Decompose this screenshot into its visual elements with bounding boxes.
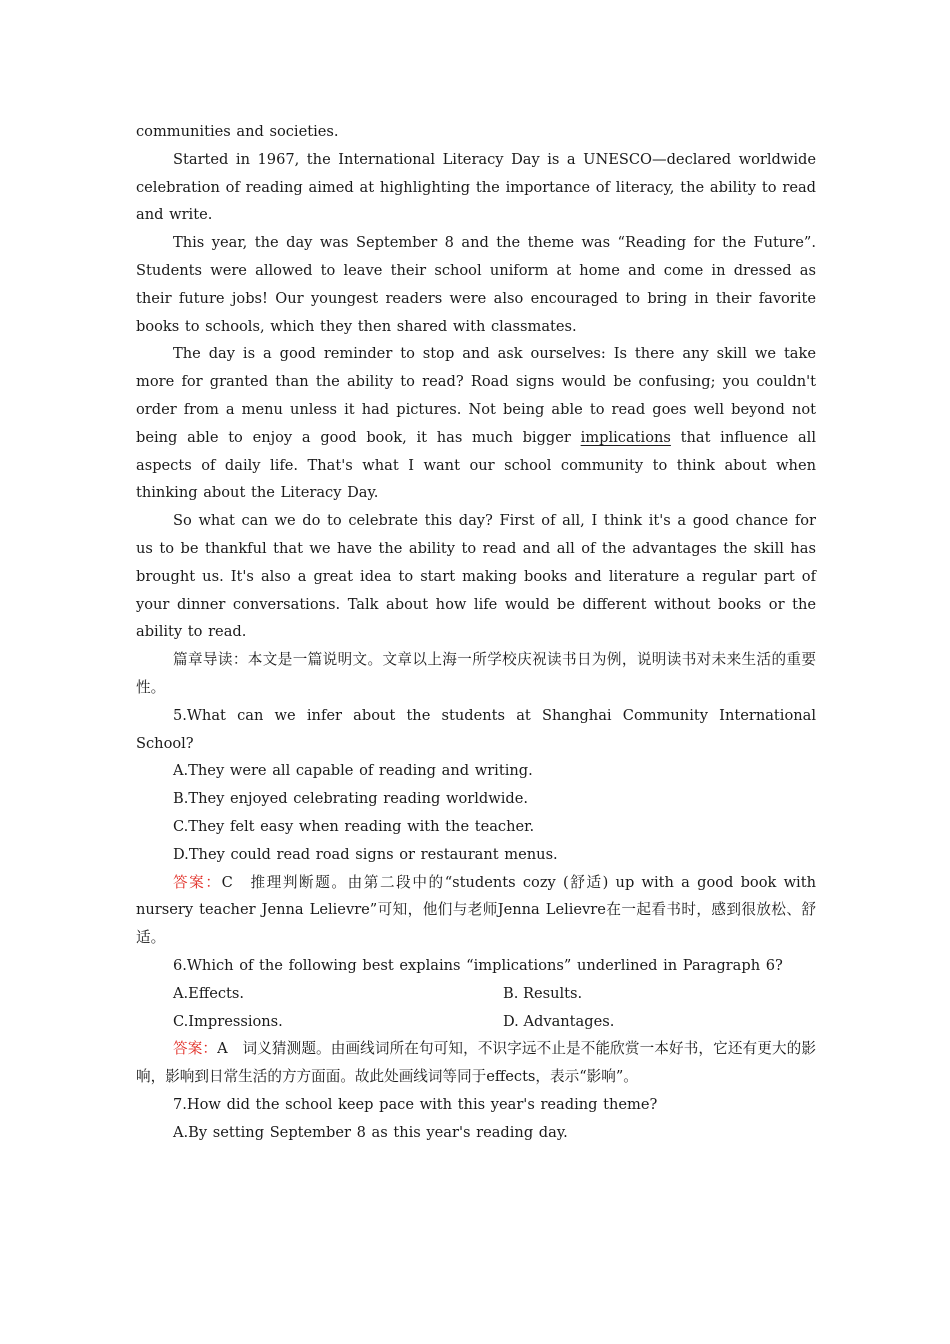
question-5-answer: [136, 869, 816, 952]
question-5-option-a: A.They were all capable of reading and writing.: [173, 762, 533, 780]
question-6-option-a: A.Effects.: [173, 984, 245, 1002]
answer-label: 答案：: [173, 1040, 218, 1058]
question-5-option-c: C.They felt easy when reading with the teacher.: [173, 817, 535, 835]
passage-paragraph-4: So what can we do to celebrate this day? First of all, I think it's a good chance for us to be thankful that we have the ability to read and all of the advantages the skill has brought us. It's also a great idea to start making books and literature a regular part of your dinner conversations. Talk about how life would be different without books or the ability to read.: [136, 512, 816, 641]
question-5-option-b: B.They enjoyed celebrating reading worldwide.: [173, 790, 529, 808]
question-7-option-a: A.By setting September 8 as this year's reading day.: [173, 1123, 568, 1141]
passage-paragraph-1: Started in 1967, the International Literacy Day is a UNESCO—declared worldwide celebration of reading aimed at highlighting the importance of literacy, the ability to read and write.: [136, 150, 816, 224]
question-5-stem: 5.What can we infer about the students at Shanghai Community International School?: [136, 706, 816, 752]
passage-paragraph-3: [136, 340, 816, 507]
passage-paragraph-0: communities and societies.: [136, 123, 339, 140]
chapter-guide: 篇章导读：本文是一篇说明文。文章以上海一所学校庆祝读书日为例，说明读书对未来生活的重要性。: [136, 651, 816, 696]
question-6-option-c: C.Impressions.: [173, 1012, 283, 1030]
question-6-options-row-1: [136, 980, 816, 1008]
answer-label: 答案：: [173, 873, 222, 891]
question-6-option-d: D. Advantages.: [503, 1012, 615, 1030]
question-6-answer: [136, 1035, 816, 1091]
question-6-options-row-2: [136, 1008, 816, 1036]
question-6-option-b: B. Results.: [503, 984, 583, 1002]
question-7-stem: 7.How did the school keep pace with this year's reading theme?: [173, 1095, 658, 1113]
passage-paragraph-2: This year, the day was September 8 and the theme was “Reading for the Future”. Students were allowed to leave their school uniform at home and come in dressed as their future jobs! Our youngest readers were also encouraged to bring in their favorite books to schools, which they then shared with classmates.: [136, 234, 816, 335]
answer-explanation: C 推理判断题。由第二段中的“students cozy (舒适) up with a good book with nursery teacher Jenna Lelievre”可知，他们与老师Jenna Lelievre在一起看书时，感到很放松、舒适。: [136, 873, 816, 947]
underlined-word-implications: implications: [580, 428, 671, 446]
answer-explanation: A 词义猜测题。由画线词所在句可知，不识字远不止是不能欣赏一本好书，它还有更大的影响，影响到日常生活的方方面面。故此处画线词等同于effects，表示“影响”。: [136, 1040, 816, 1086]
paragraph-3-text-before: The day is a good reminder to stop and ask ourselves: Is there any skill we take more for granted than the ability to read? Road signs would be confusing; you couldn't order from a menu unless it had pictures. Not being able to read goes well beyond not being able to enjoy a good book, it has much bigger: [136, 345, 816, 446]
question-5-option-d: D.They could read road signs or restaurant menus.: [173, 845, 558, 863]
question-6-stem: 6.Which of the following best explains “implications” underlined in Paragraph 6?: [173, 956, 783, 974]
paragraph-3-text-after: that influence all aspects of daily life. That's what I want our school community to think about when thinking about the Literacy Day.: [136, 428, 816, 502]
document-page: [136, 118, 816, 1146]
